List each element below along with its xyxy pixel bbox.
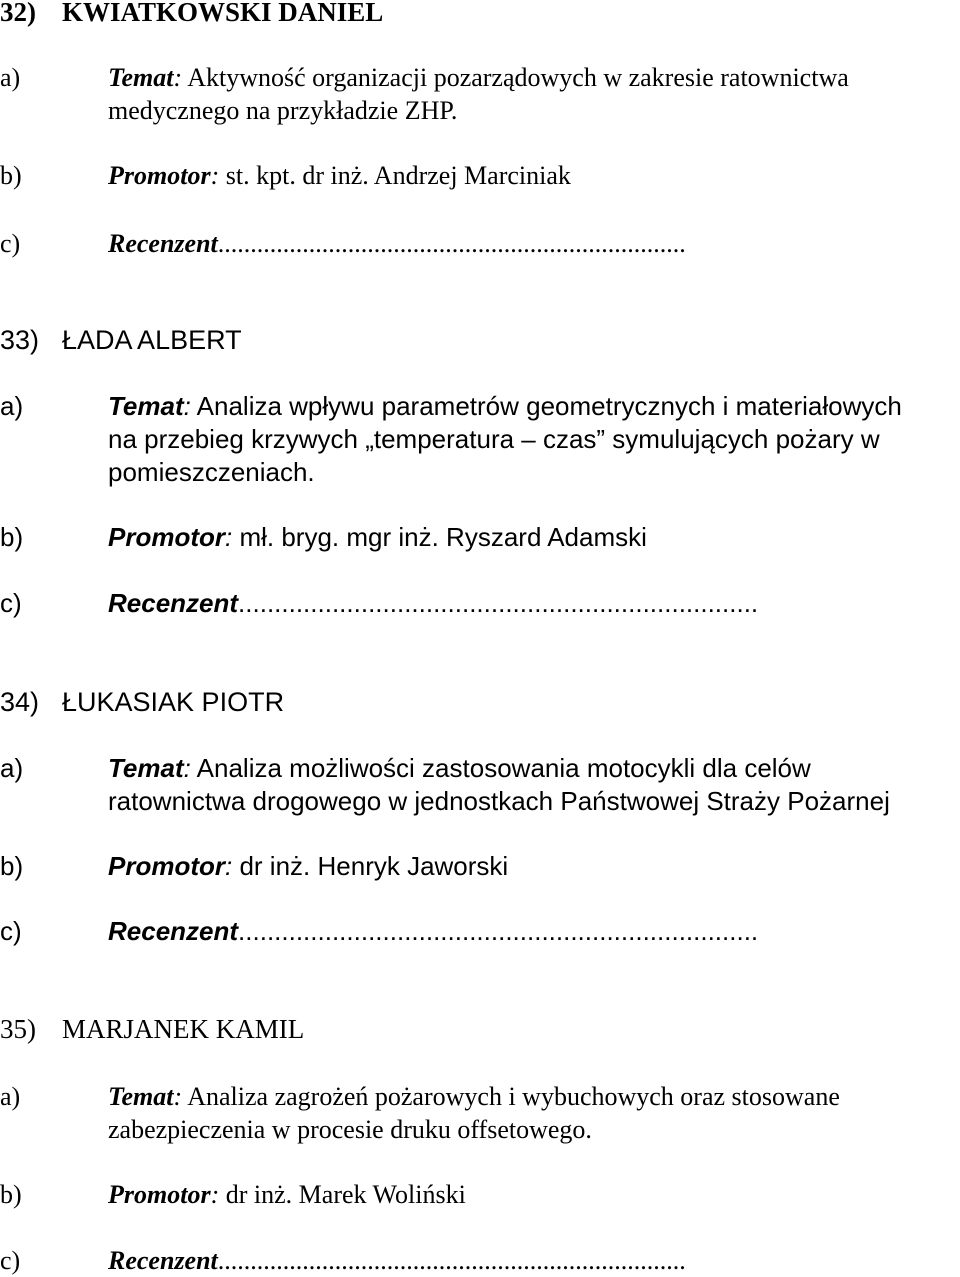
- student-name: MARJANEK KAMIL: [62, 1014, 305, 1044]
- document-page: 32) KWIATKOWSKI DANIEL a) Temat: Aktywność organizacji pozarządowych w zakresie ratownictwa medycznego na przykładzie ZHP. b) Promotor: st. kpt. dr inż. Andrzej Marciniak c) Recenzent........................................................................ 33) ŁADA ALBERT a) Temat: Analiza wpływu parametrów geometrycznych i materiałowych na przebieg krzywych „temperatura – czas” symulujących pożary w pomieszczeniach. b) Promotor: mł. bryg. mgr inż. Ryszard Adamski c) Recenzent........................................................................ 34) ŁUKASIAK PIOTR a) Temat: Analiza możliwości zastosowania motocykli dla celów ratownictwa drogowego w jednostkach Państwowej Straży Pożarnej b) Promotor: dr inż. Henryk Jaworski c) Recenzent........................................................................ 35) MARJANEK KAMIL a) Temat: Analiza zagrożeń pożarowych i wybuchowych oraz stosowane zabezpieczenia w procesie druku offsetowego. b) Promotor: dr inż. Marek Woliński c) Recenzent........................................................................: [0, 0, 960, 1277]
- entry-heading: [0, 1014, 304, 1044]
- student-name: ŁUKASIAK PIOTR: [62, 687, 285, 717]
- promoter-name: mł. bryg. mgr inż. Ryszard Adamski: [239, 522, 647, 552]
- promoter-name: dr inż. Henryk Jaworski: [239, 851, 509, 881]
- reviewer-label: Recenzent: [108, 588, 239, 618]
- reviewer-label: Recenzent: [108, 1246, 218, 1275]
- entry-number: 34): [0, 687, 40, 717]
- topic-text-line: ratownictwa drogowego w jednostkach Państwowej Straży Pożarnej: [108, 786, 890, 816]
- entry-heading: [0, 325, 242, 355]
- item-letter: a): [0, 391, 24, 421]
- topic-text-line: zabezpieczenia w procesie druku offsetowego.: [108, 1115, 592, 1144]
- topic-label: Temat: [108, 391, 184, 421]
- item-letter: c): [0, 916, 22, 946]
- reviewer-dots: ........................................................................: [238, 588, 759, 618]
- item-letter: b): [0, 522, 24, 552]
- item-letter: a): [0, 63, 21, 92]
- item-letter: b): [0, 161, 22, 190]
- item-letter: c): [0, 229, 21, 258]
- promoter-label: Promotor: [108, 522, 225, 552]
- topic-label: Temat: [108, 753, 184, 783]
- entry-number: 32): [0, 0, 36, 27]
- topic-label: Temat: [108, 1082, 174, 1111]
- item-letter: a): [0, 753, 24, 783]
- reviewer-dots: ........................................................................: [217, 1246, 686, 1275]
- promoter-label: Promotor: [108, 851, 225, 881]
- promoter-name: dr inż. Marek Woliński: [225, 1180, 466, 1209]
- entry-number: 33): [0, 325, 40, 355]
- reviewer-dots: ........................................................................: [238, 916, 759, 946]
- item-letter: a): [0, 1082, 21, 1111]
- student-name: KWIATKOWSKI DANIEL: [62, 0, 384, 27]
- topic-text-line: pomieszczeniach.: [108, 457, 315, 487]
- topic-label: Temat: [108, 63, 174, 92]
- topic-text-line: medycznego na przykładzie ZHP.: [108, 96, 458, 125]
- item-letter: b): [0, 1180, 22, 1209]
- topic-text-line: Analiza możliwości zastosowania motocykli dla celów: [196, 753, 811, 783]
- promoter-label: Promotor: [108, 161, 211, 190]
- reviewer-label: Recenzent: [108, 916, 239, 946]
- topic-text-line: Analiza wpływu parametrów geometrycznych i materiałowych: [196, 391, 902, 421]
- topic-text-line: Aktywność organizacji pozarządowych w zakresie ratownictwa: [187, 63, 849, 92]
- reviewer-dots: ........................................................................: [217, 229, 686, 258]
- student-name: ŁADA ALBERT: [62, 325, 242, 355]
- entry-heading: [0, 687, 284, 717]
- topic-text-line: na przebieg krzywych „temperatura – czas” symulujących pożary w: [108, 424, 880, 454]
- reviewer-label: Recenzent: [108, 229, 218, 258]
- entry-heading: [0, 0, 383, 27]
- item-letter: c): [0, 588, 22, 618]
- promoter-label: Promotor: [108, 1180, 211, 1209]
- item-letter: c): [0, 1246, 21, 1275]
- promoter-name: st. kpt. dr inż. Andrzej Marciniak: [225, 161, 571, 190]
- topic-text-line: Analiza zagrożeń pożarowych i wybuchowych oraz stosowane: [187, 1082, 840, 1111]
- entry-number: 35): [0, 1014, 36, 1044]
- item-letter: b): [0, 851, 24, 881]
